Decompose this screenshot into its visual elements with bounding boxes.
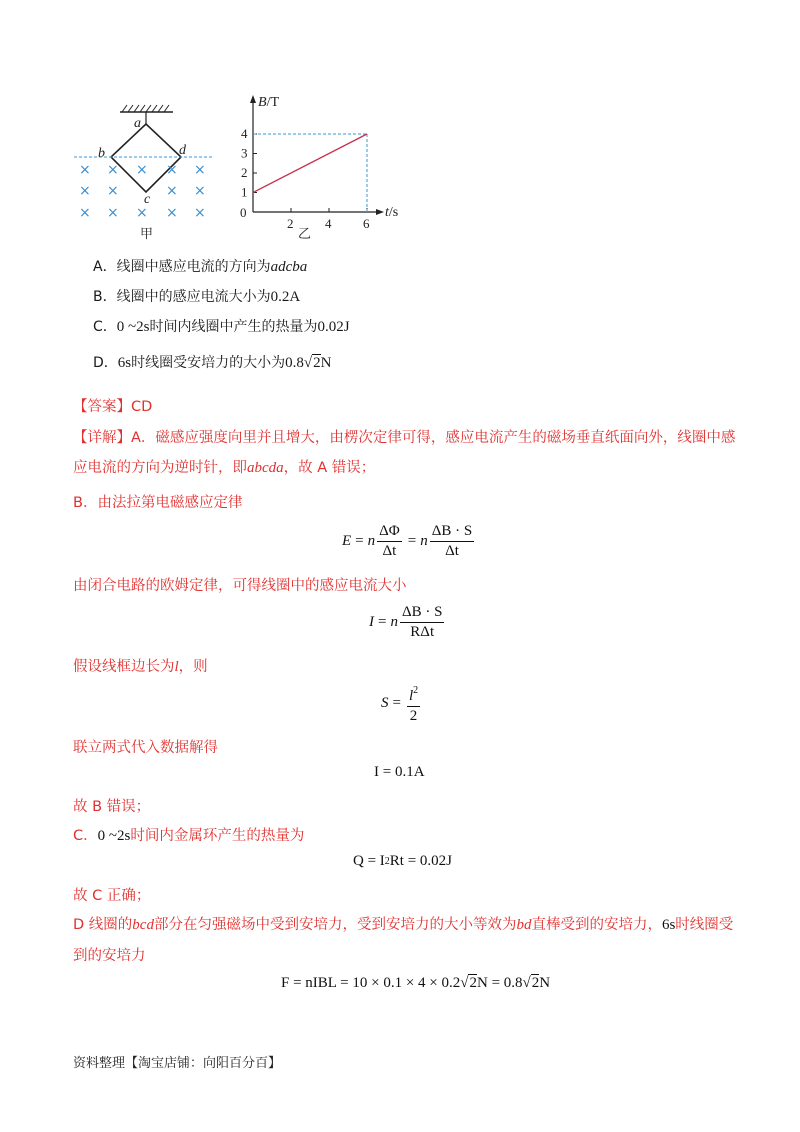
explain-b-wrong: 故 B 错误； [73,799,151,815]
explain-c-right: 故 C 正确； [73,888,151,904]
option-b: B．线圈中的感应电流大小为0.2A [93,289,301,305]
ceiling-hatch [122,105,169,112]
field-cross: × [107,183,119,199]
field-cross: × [79,183,91,199]
caption-left: 甲 [140,227,154,240]
field-cross: × [136,205,148,221]
equation-area: S = $\frac{l^2}{2}$ [381,682,422,725]
explain-d-line-1: D 线圈的bcd部分在匀强磁场中受到安培力，受到安培力的大小等效为bd直棒受到的安培力，6s时线圈受 [73,917,734,933]
field-cross: × [136,162,148,178]
explain-combine: 联立两式代入数据解得 [73,740,218,756]
origin-label: 0 [240,205,247,220]
y-tick-label: 1 [241,184,248,200]
equation-force: F = nIBL = 10 × 0.1 × 4 × 0.2 √2 N = 0.8 √2 N [281,975,551,991]
option-a: A．线圈中感应电流的方向为adcba [93,259,308,275]
y-axis-label: B/T [258,95,280,110]
explain-c-intro: C．0 ~2s时间内金属环产生的热量为 [73,828,305,844]
y-tick-label: 2 [241,165,248,180]
x-tick-label: 4 [325,216,332,231]
explain-line-2: 应电流的方向为逆时针，即abcda，故 A 错误； [73,460,376,476]
option-a-math: adcba [270,259,308,275]
field-cross: × [166,205,178,221]
footer-note: 资料整理【淘宝店铺：向阳百分百】 [73,1056,282,1071]
option-d: D．6s时线圈受安培力的大小为0.8√2N [93,355,332,371]
field-crosses [79,162,206,221]
explain-d-line-2: 到的安培力 [73,948,146,964]
caption-right: 乙 [298,227,312,240]
explain-b-intro: B．由法拉第电磁感应定律 [73,495,243,511]
y-tick-label: 4 [241,126,248,141]
field-cross: × [194,205,206,221]
field-cross: × [79,205,91,221]
explain-side: 假设线框边长为l，则 [73,659,208,675]
x-tick-label: 6 [363,216,370,231]
field-cross: × [194,183,206,199]
equation-ohm: I = n $\frac{\Delta B \cdot S}{\text{RΔt}}$ [369,604,443,640]
field-cross: × [166,162,178,178]
field-cross: × [107,205,119,221]
y-tick-label: 3 [241,145,248,161]
field-cross: × [79,162,91,178]
explain-ohm: 由闭合电路的欧姆定律，可得线圈中的感应电流大小 [73,578,407,594]
field-cross: × [194,162,206,178]
label-a: a [134,116,141,131]
label-c: c [144,192,151,207]
bt-graph [240,95,398,231]
y-axis-arrow [250,95,256,103]
b-t-line [253,134,367,193]
option-b-math: 0.2A [270,289,301,305]
label-d: d [179,143,186,158]
field-cross: × [166,183,178,199]
field-cross: × [107,162,119,178]
equation-faraday: E = n $\frac{\Delta\Phi}{\Delta t}$ = n $\frac{\Delta B \cdot S}{\Delta t}$ [342,523,473,559]
x-axis-label: t/s [385,205,399,220]
answer-label: 【答案】CD [73,399,153,415]
equation-current: I = 0.1A [374,764,425,780]
equation-heat: Q = I 2 Rt = 0.02J [353,853,453,869]
x-tick-label: 2 [287,216,294,231]
square-coil [111,124,181,192]
physics-figure [60,90,420,240]
label-b: b [98,146,105,161]
option-c: C．0 ~2s时间内线圈中产生的热量为0.02J [93,319,350,335]
x-axis-arrow [376,209,384,215]
explain-line-1: 【详解】A．磁感应强度向里并且增大，由楞次定律可得，感应电流产生的磁场垂直纸面向外，线圈中感 [73,430,736,446]
